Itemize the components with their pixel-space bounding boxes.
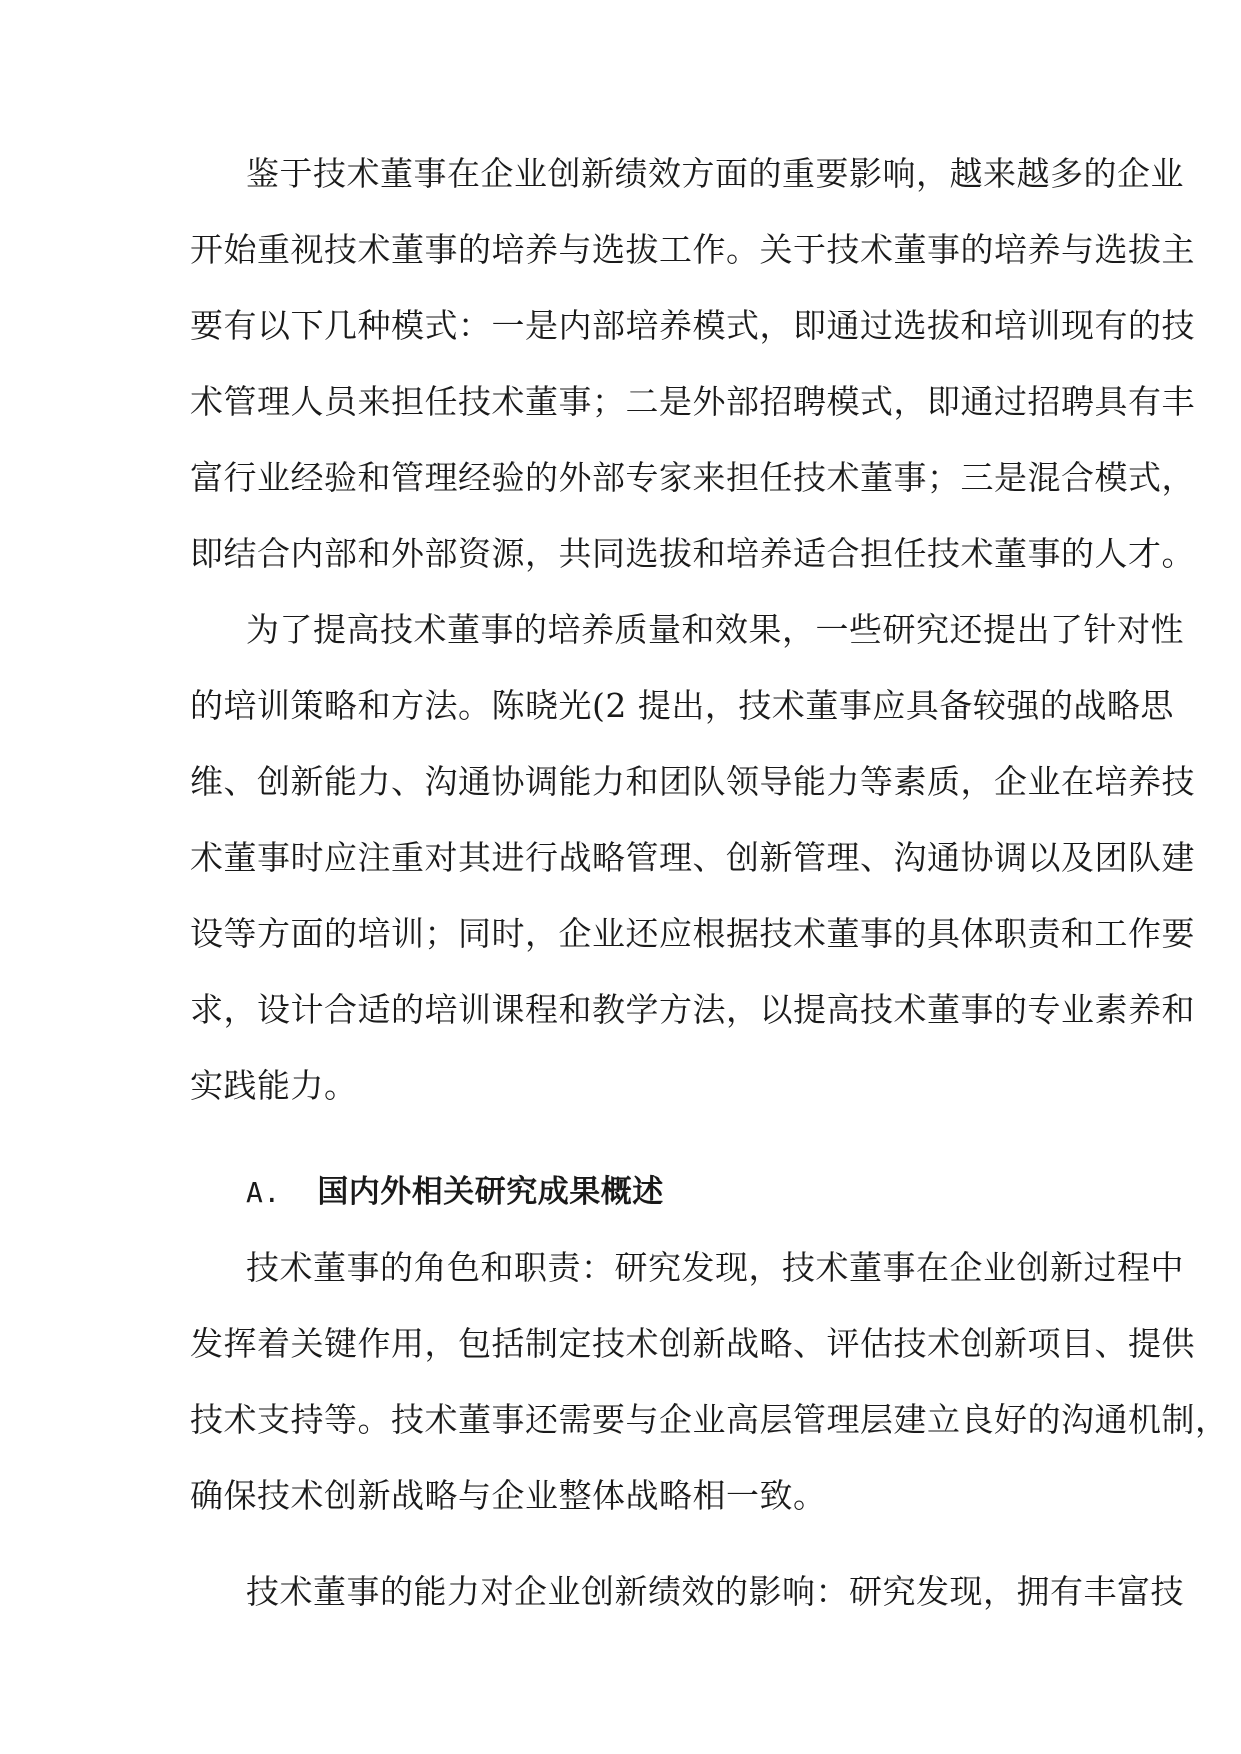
paragraph-3-line-3: 技术支持等。技术董事还需要与企业高层管理层建立良好的沟通机制，	[190, 1400, 1229, 1439]
paragraph-2-line-1: 为了提高技术董事的培养质量和效果，一些研究还提出了针对性	[246, 610, 1184, 649]
paragraph-2-line-3: 维、创新能力、沟通协调能力和团队领导能力等素质，企业在培养技	[190, 762, 1195, 801]
paragraph-4-line-1: 技术董事的能力对企业创新绩效的影响：研究发现，拥有丰富技	[246, 1572, 1184, 1611]
paragraph-1-line-3: 要有以下几种模式：一是内部培养模式，即通过选拔和培训现有的技	[190, 306, 1195, 345]
paragraph-2-line-5: 设等方面的培训；同时，企业还应根据技术董事的具体职责和工作要	[190, 914, 1195, 953]
paragraph-3-line-1: 技术董事的角色和职责：研究发现，技术董事在企业创新过程中	[246, 1248, 1184, 1287]
paragraph-1-line-6: 即结合内部和外部资源，共同选拔和培养适合担任技术董事的人才。	[190, 534, 1195, 573]
paragraph-2-line-6: 求，设计合适的培训课程和教学方法，以提高技术董事的专业素养和	[190, 990, 1195, 1029]
paragraph-2-line-4: 术董事时应注重对其进行战略管理、创新管理、沟通协调以及团队建	[190, 838, 1195, 877]
paragraph-1-line-4: 术管理人员来担任技术董事；二是外部招聘模式，即通过招聘具有丰	[190, 382, 1195, 421]
paragraph-2-line-7: 实践能力。	[190, 1066, 358, 1105]
section-heading-number: A.	[246, 1176, 281, 1209]
paragraph-1-line-2: 开始重视技术董事的培养与选拔工作。关于技术董事的培养与选拔主	[190, 230, 1195, 269]
paragraph-2-line-2: 的培训策略和方法。陈晓光(2 提出，技术董事应具备较强的战略思	[190, 686, 1174, 725]
section-heading	[246, 1172, 664, 1213]
section-heading-title: 国内外相关研究成果概述	[317, 1174, 664, 1210]
paragraph-1-line-5: 富行业经验和管理经验的外部专家来担任技术董事；三是混合模式，	[190, 458, 1195, 497]
paragraph-3-line-2: 发挥着关键作用，包括制定技术创新战略、评估技术创新项目、提供	[190, 1324, 1195, 1363]
paragraph-3-line-4: 确保技术创新战略与企业整体战略相一致。	[190, 1476, 827, 1515]
paragraph-1-line-1: 鉴于技术董事在企业创新绩效方面的重要影响，越来越多的企业	[246, 154, 1184, 193]
